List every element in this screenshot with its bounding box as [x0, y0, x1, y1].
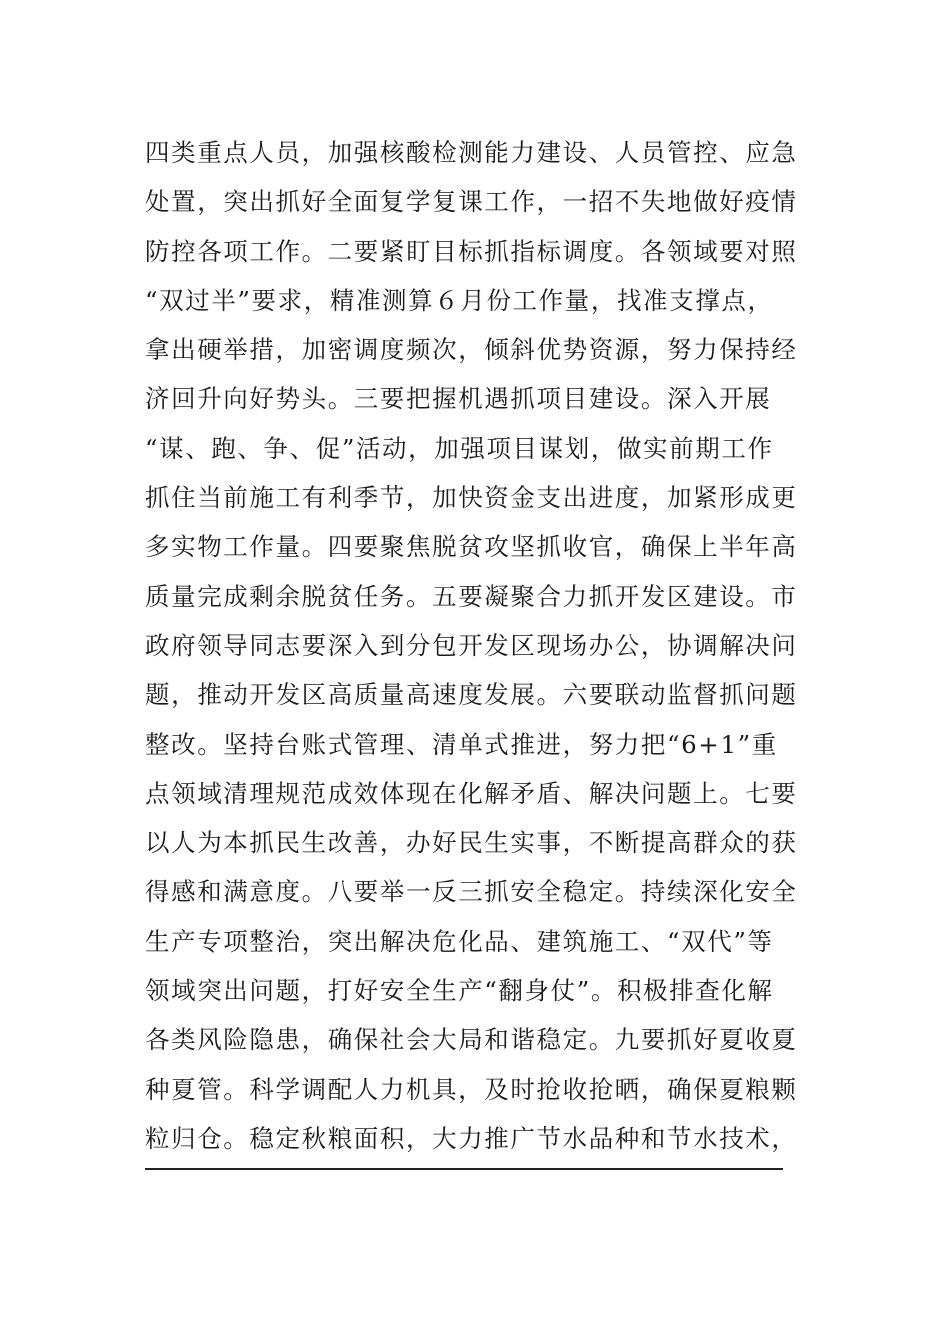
text-line: 生产专项整治，突出解决危化品、建筑施工、“双代”等: [145, 926, 774, 956]
text-line: 拿出硬举措，加密调度频次，倾斜优势资源，努力保持经: [145, 335, 798, 365]
text-line: “谋、跑、争、促”活动，加强项目谋划，做实前期工作: [145, 433, 774, 463]
text-line: 粒归仓。稳定秋粮面积，大力推广节水品种和节水技术，: [145, 1123, 798, 1153]
text-line: 处置，突出抓好全面复学复课工作，一招不失地做好疫情: [145, 187, 798, 217]
text-line: 以人为本抓民生改善，办好民生实事，不断提高群众的获: [145, 828, 798, 858]
footer-divider: [145, 1168, 783, 1170]
text-line: 得感和满意度。八要举一反三抓安全稳定。持续深化安全: [145, 877, 798, 907]
text-line: 整改。坚持台账式管理、清单式推进，努力把“6+1”重: [145, 729, 778, 759]
text-line: 种夏管。科学调配人力机具，及时抢收抢晒，确保夏粮颗: [145, 1074, 798, 1104]
text-line: 多实物工作量。四要聚焦脱贫攻坚抓收官，确保上半年高: [145, 532, 798, 562]
text-line: 抓住当前施工有利季节，加快资金支出进度，加紧形成更: [145, 483, 798, 513]
text-line: 政府领导同志要深入到分包开发区现场办公，协调解决问: [145, 630, 798, 660]
text-line: 防控各项工作。二要紧盯目标抓指标调度。各领域要对照: [145, 236, 798, 266]
text-line: 点领域清理规范成效体现在化解矛盾、解决问题上。七要: [145, 778, 798, 808]
text-line: 济回升向好势头。三要把握机遇抓项目建设。深入开展: [145, 384, 772, 414]
text-line: 领域突出问题，打好安全生产“翻身仗”。积极排查化解: [145, 976, 774, 1006]
text-line: 题，推动开发区高质量高速度发展。六要联动监督抓问题: [145, 680, 798, 710]
text-line: 四类重点人员，加强核酸检测能力建设、人员管控、应急: [145, 138, 798, 167]
text-line: “双过半”要求，精准测算６月份工作量，找准支撑点，: [145, 285, 774, 315]
text-line: 各类风险隐患，确保社会大局和谐稳定。九要抓好夏收夏: [145, 1025, 798, 1055]
text-line: 质量完成剩余脱贫任务。五要凝聚合力抓开发区建设。市: [145, 581, 798, 611]
body-paragraph: [145, 128, 798, 1163]
